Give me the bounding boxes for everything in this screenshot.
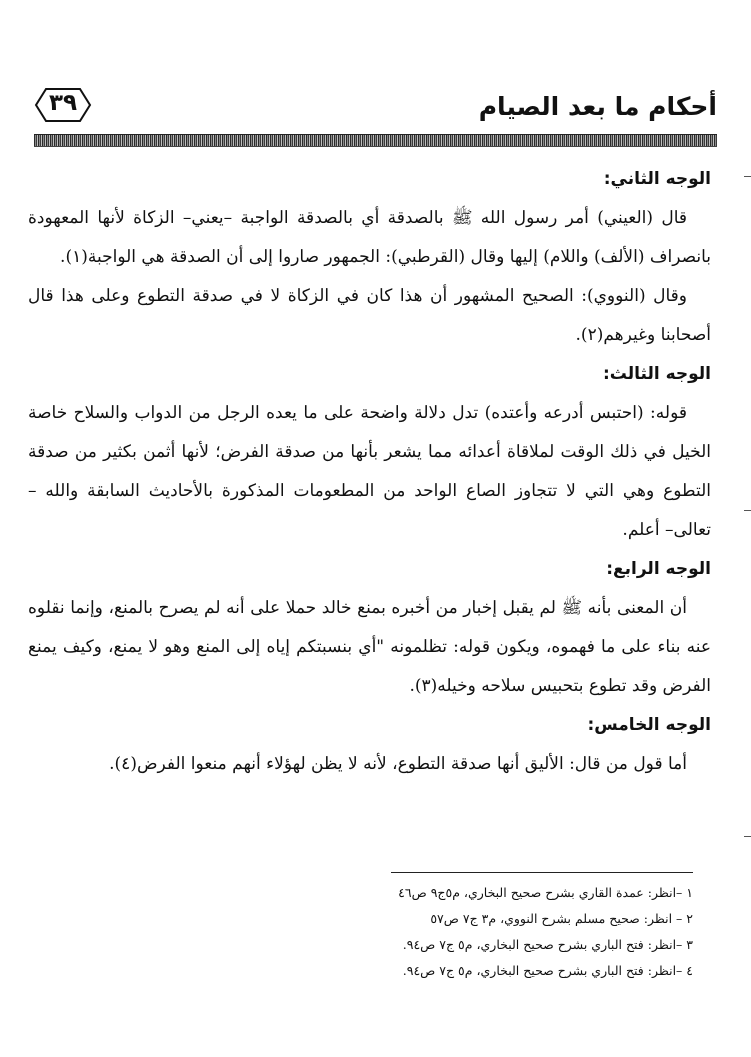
footnote-2: ٢ – انظر: صحيح مسلم بشرح النووي، م٣ ج٧ ص٥٧ bbox=[430, 911, 693, 926]
paragraph-aini: قال (العيني) أمر رسول الله ﷺ بالصدقة أي بالصدقة الواجبة –يعني– الزكاة لأنها المعهودة بانصراف (الألف) واللام) إليها وقال (القرطبي): الجمهور صاروا إلى أن الصدقة هي الواجبة(١). bbox=[28, 208, 711, 267]
footnote-3: ٣ –انظر: فتح الباري بشرح صحيح البخاري، م٥ ج٧ ص٩٤. bbox=[402, 937, 693, 952]
scan-mark bbox=[744, 176, 751, 177]
page-number-frame bbox=[34, 87, 92, 123]
page-header bbox=[32, 84, 717, 136]
paragraph-meaning: أن المعنى بأنه ﷺ لم يقبل إخبار من أخبره بمنع خالد حملا على أنه لم يصرح بالمنع، وإنما نقلوه عنه بناء على ما فهموه، ويكون قوله: تظلمونه "أي بنسبتكم إياه إلى المنع وهو لا يمنع، وكيف يمنع الفرض وقد تطوع بتحبيس سلاحه وخيله(٣). bbox=[28, 598, 711, 696]
running-title: أحكام ما بعد الصيام bbox=[478, 92, 717, 121]
header-rule bbox=[34, 134, 717, 147]
section-heading-4: الوجه الرابع: bbox=[606, 559, 711, 579]
footnote-rule bbox=[391, 872, 693, 873]
body-text bbox=[28, 160, 711, 784]
paragraph-nawawi: وقال (النووي): الصحيح المشهور أن هذا كان في الزكاة لا في صدقة التطوع وعلى هذا قال أصحابنا وغيرهم(٢). bbox=[28, 286, 711, 345]
section-heading-2: الوجه الثاني: bbox=[603, 169, 711, 189]
paragraph-voluntary: أما قول من قال: الأليق أنها صدقة التطوع، لأنه لا يظن لهؤلاء أنهم منعوا الفرض(٤). bbox=[109, 754, 687, 774]
footnotes bbox=[133, 880, 693, 984]
page-number: ٣٩ bbox=[48, 90, 78, 116]
footnote-4: ٤ –انظر: فتح الباري بشرح صحيح البخاري، م٥ ج٧ ص٩٤. bbox=[402, 963, 693, 978]
paragraph-armor: قوله: (احتبس أدرعه وأعتده) تدل دلالة واضحة على ما يعده الرجل من الدواب والسلاح خاصة الخيل في ذلك الوقت لملاقاة أعدائه مما يشعر بأنها من صدقة الفرض؛ لأنها أثمن بكثير من صدقة التطوع وهي التي لا تتجاوز الصاع الواحد من المطعومات المذكورة بالأحاديث السابقة والله –تعالى– أعلم. bbox=[28, 403, 711, 540]
section-heading-3: الوجه الثالث: bbox=[602, 364, 711, 384]
scan-mark bbox=[744, 510, 751, 511]
footnote-1: ١ –انظر: عمدة القاري بشرح صحيح البخاري، م٥ج٩ ص٤٦ bbox=[398, 885, 693, 900]
section-heading-5: الوجه الخامس: bbox=[587, 715, 711, 735]
scan-mark bbox=[744, 836, 751, 837]
